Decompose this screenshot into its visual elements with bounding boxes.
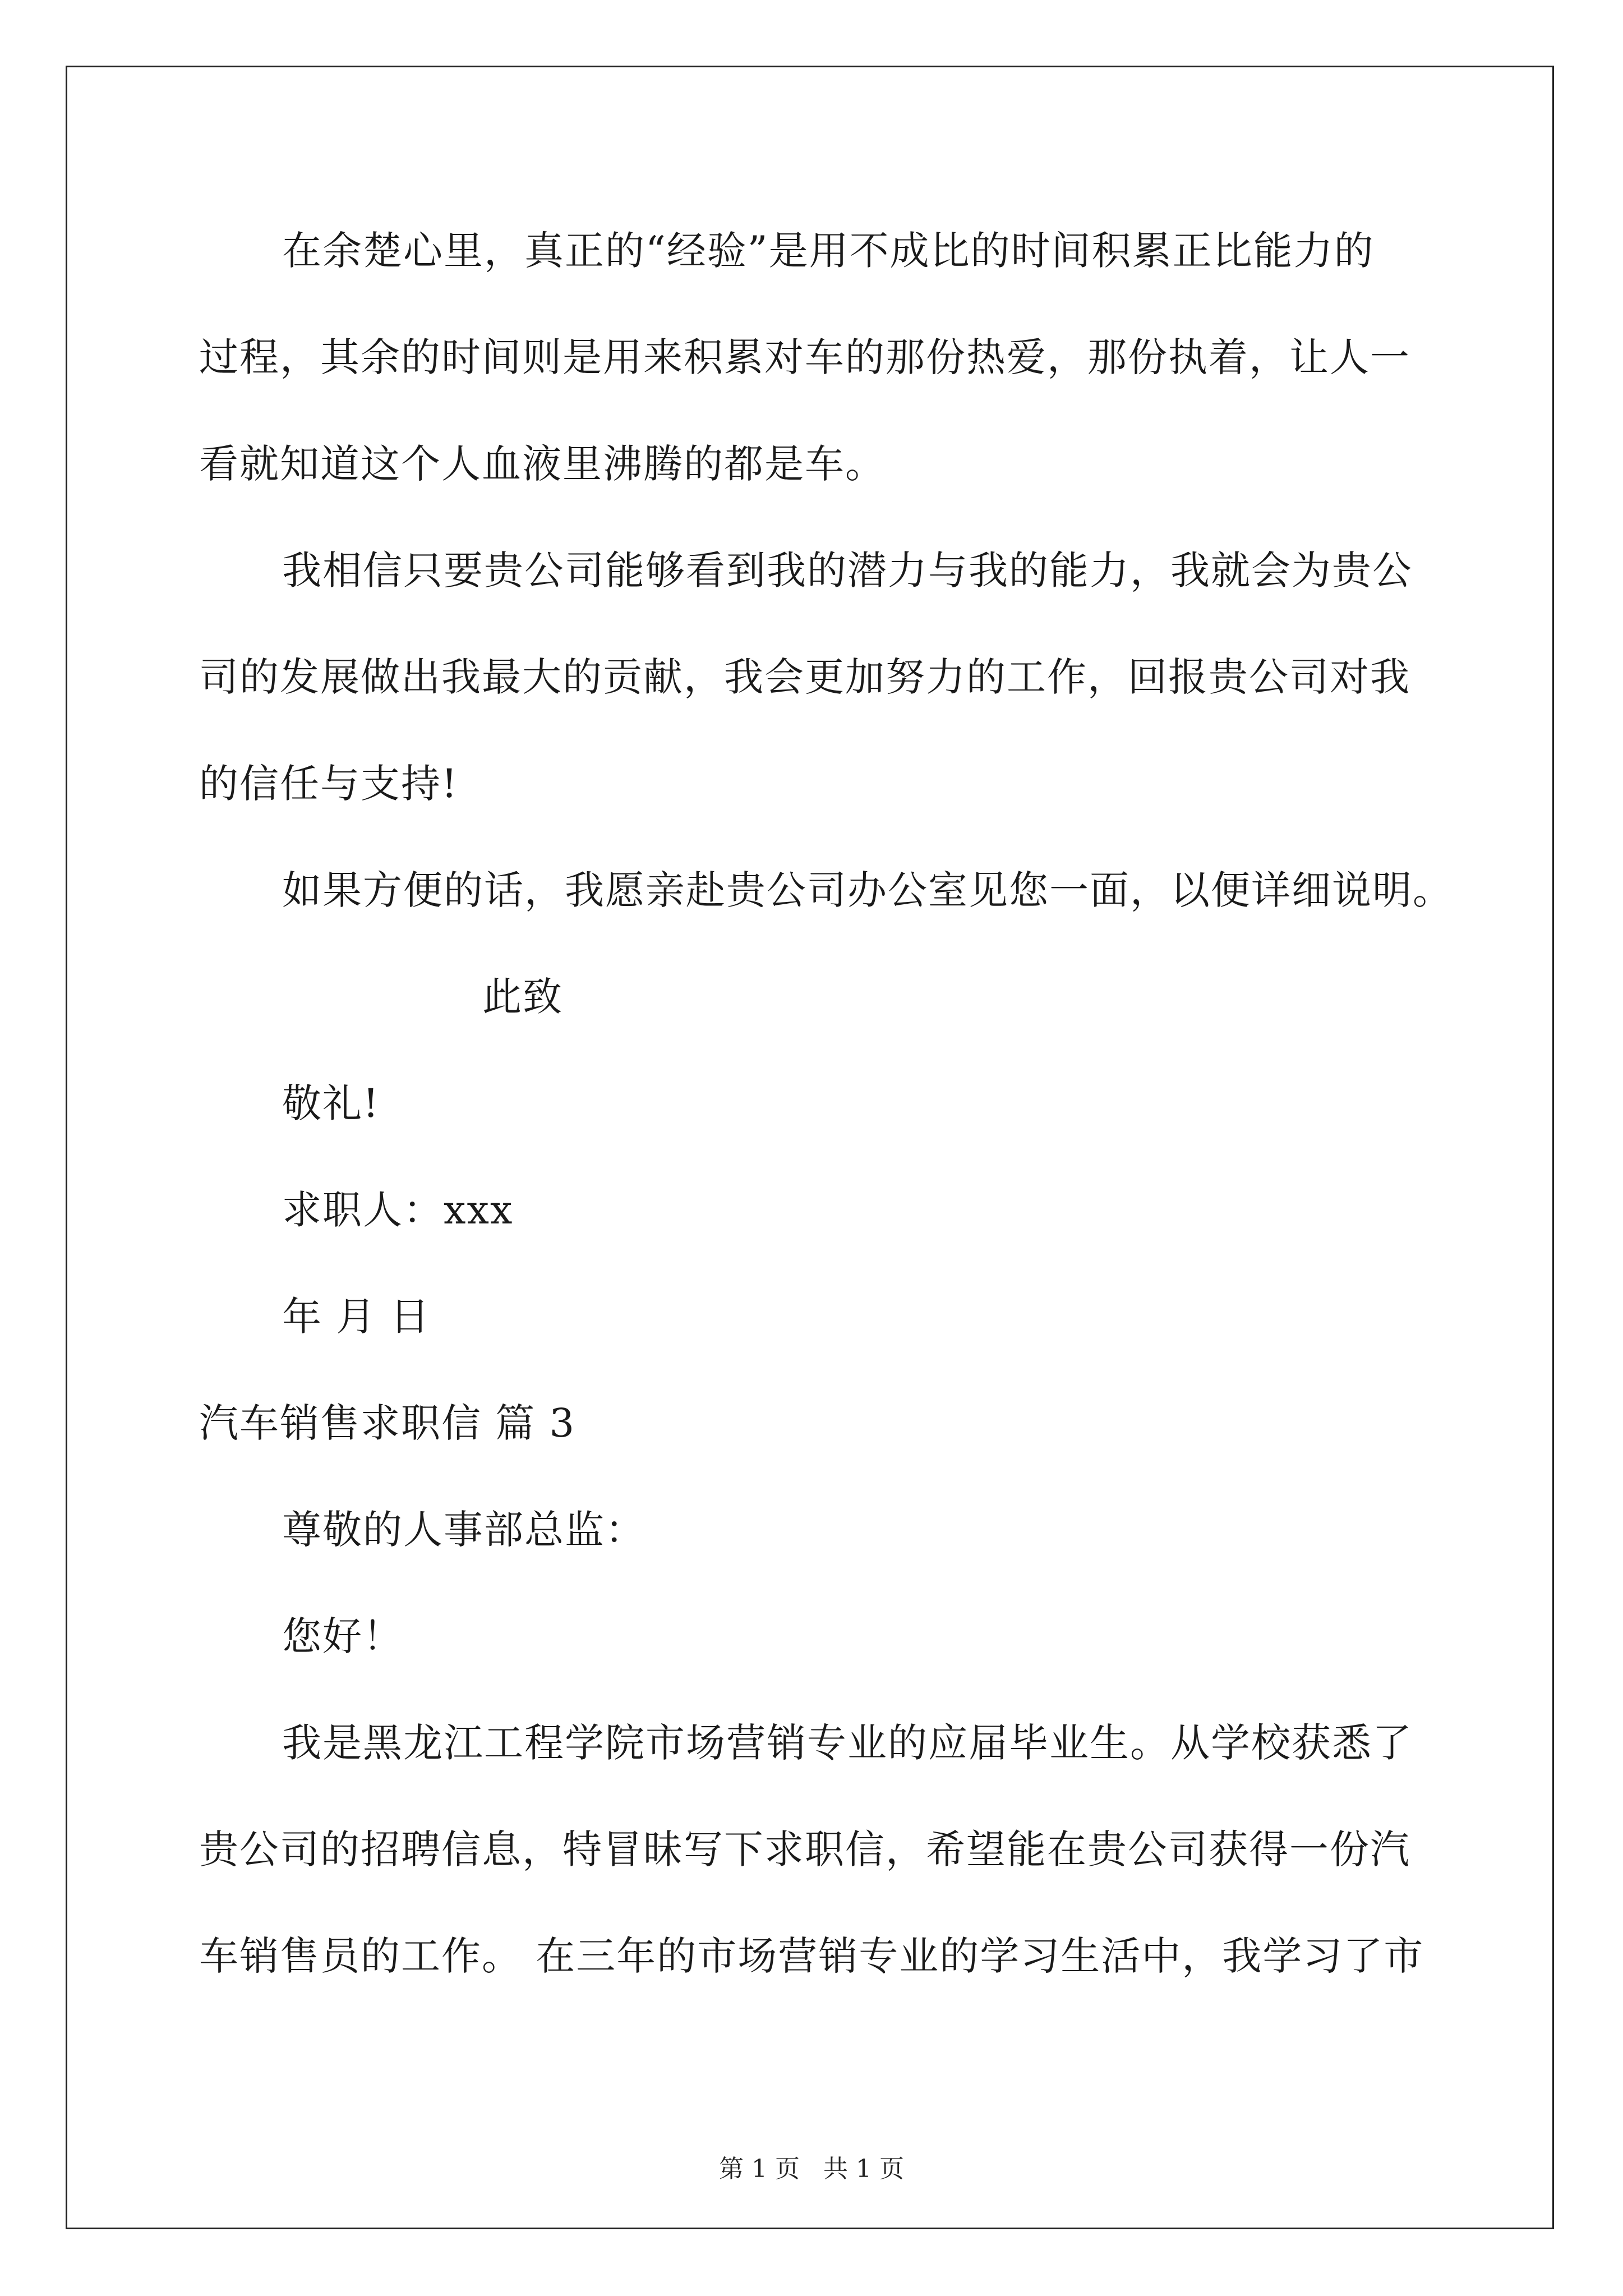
applicant-signature: 求职人：xxx xyxy=(282,1187,514,1233)
closing-salutation: 此致 xyxy=(482,974,563,1020)
paragraph-line: 贵公司的招聘信息，特冒昧写下求职信，希望能在贵公司获得一份汽 xyxy=(199,1826,1410,1872)
section-heading: 汽车销售求职信 篇 3 xyxy=(199,1400,576,1446)
page-border xyxy=(66,66,1554,2229)
paragraph-line: 在余楚心里，真正的“经验”是用不成比的时间积累正比能力的 xyxy=(282,228,1375,274)
paragraph-line: 过程，其余的时间则是用来积累对车的那份热爱，那份执着，让人一 xyxy=(199,334,1410,380)
paragraph-line: 的信任与支持! xyxy=(199,761,459,807)
letter-greeting: 尊敬的人事部总监： xyxy=(282,1507,645,1553)
paragraph-line: 车销售员的工作。 在三年的市场营销专业的学习生活中，我学习了市 xyxy=(199,1933,1424,1979)
paragraph-line: 如果方便的话，我愿亲赴贵公司办公室见您一面，以便详细说明。 xyxy=(282,867,1453,913)
paragraph-line: 司的发展做出我最大的贡献，我会更加努力的工作，回报贵公司对我 xyxy=(199,654,1410,700)
date-line: 年 月 日 xyxy=(282,1294,431,1340)
paragraph-line: 看就知道这个人血液里沸腾的都是车。 xyxy=(199,441,886,487)
letter-hello: 您好！ xyxy=(282,1613,403,1659)
page-footer: 第 1 页 共 1 页 xyxy=(719,2155,904,2183)
paragraph-line: 我相信只要贵公司能够看到我的潜力与我的能力，我就会为贵公 xyxy=(282,547,1413,593)
closing-regards: 敬礼! xyxy=(282,1080,380,1126)
paragraph-line: 我是黑龙江工程学院市场营销专业的应届毕业生。从学校获悉了 xyxy=(282,1720,1413,1766)
